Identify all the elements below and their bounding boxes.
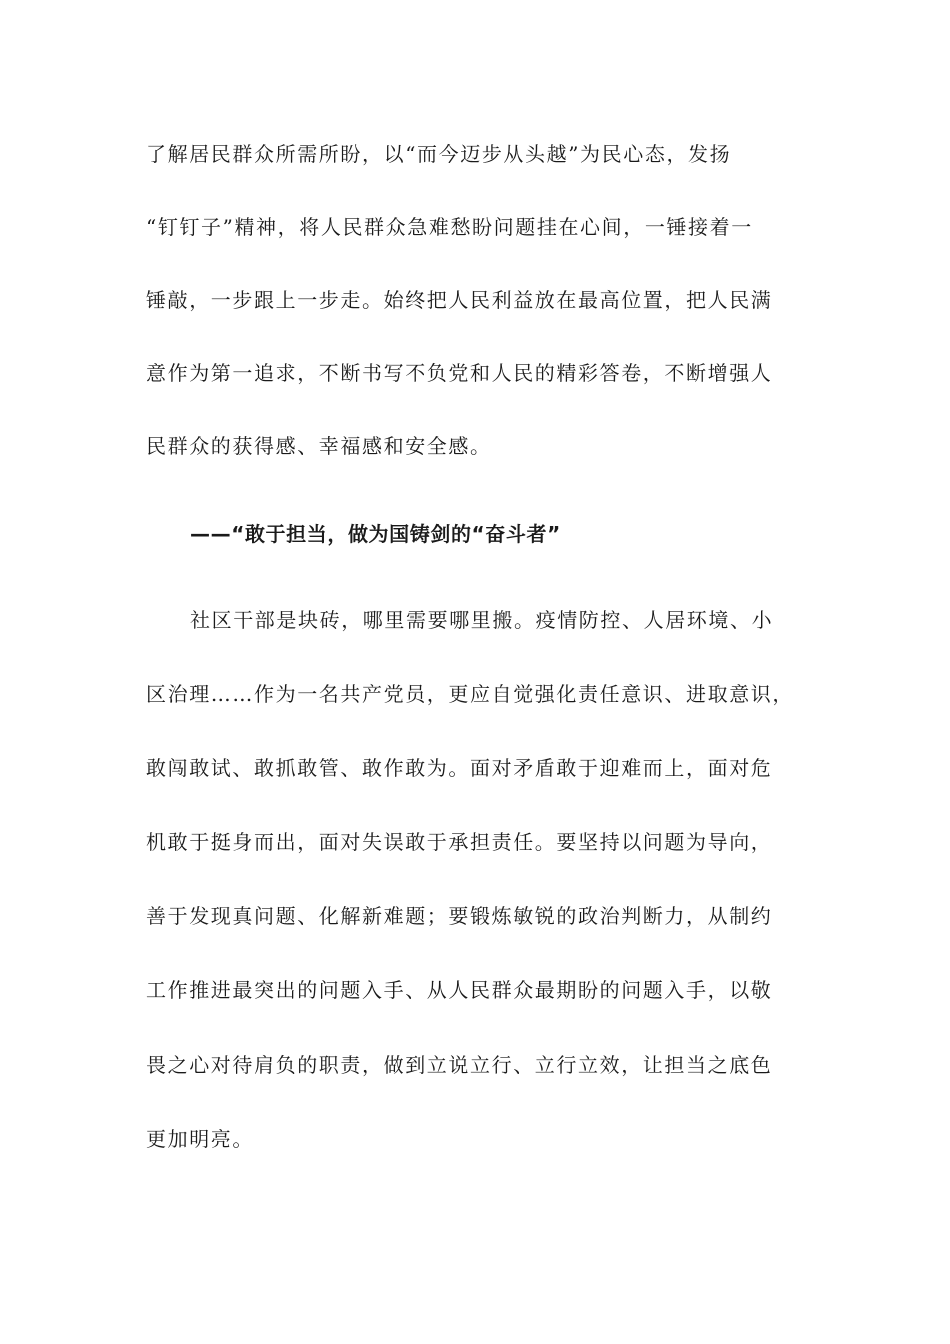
paragraph-line: “钉钉子”精神，将人民群众急难愁盼问题挂在心间，一锤接着一 bbox=[146, 215, 753, 239]
paragraph-line: 民群众的获得感、幸福感和安全感。 bbox=[146, 434, 492, 458]
paragraph-line: 机敢于挺身而出，面对失误敢于承担责任。要坚持以问题为导向， bbox=[146, 830, 773, 854]
section-heading: ——“敢于担当，做为国铸剑的“奋斗者” bbox=[190, 522, 561, 546]
paragraph-line: 社区干部是块砖，哪里需要哪里搬。疫情防控、人居环境、小 bbox=[190, 608, 774, 632]
paragraph-line: 意作为第一追求，不断书写不负党和人民的精彩答卷，不断增强人 bbox=[146, 361, 773, 385]
paragraph-line: 了解居民群众所需所盼，以“而今迈步从头越”为民心态，发扬 bbox=[146, 142, 732, 166]
paragraph-line: 区治理……作为一名共产党员，更应自觉强化责任意识、进取意识， bbox=[146, 682, 794, 706]
paragraph-line: 畏之心对待肩负的职责，做到立说立行、立行立效，让担当之底色 bbox=[146, 1053, 773, 1077]
paragraph-line: 善于发现真问题、化解新难题；要锻炼敏锐的政治判断力，从制约 bbox=[146, 904, 773, 928]
paragraph-line: 更加明亮。 bbox=[146, 1127, 254, 1151]
paragraph-line: 锤敲，一步跟上一步走。始终把人民利益放在最高位置，把人民满 bbox=[146, 288, 773, 312]
paragraph-line: 工作推进最突出的问题入手、从人民群众最期盼的问题入手，以敬 bbox=[146, 978, 773, 1002]
paragraph-line: 敢闯敢试、敢抓敢管、敢作敢为。面对矛盾敢于迎难而上，面对危 bbox=[146, 756, 773, 780]
